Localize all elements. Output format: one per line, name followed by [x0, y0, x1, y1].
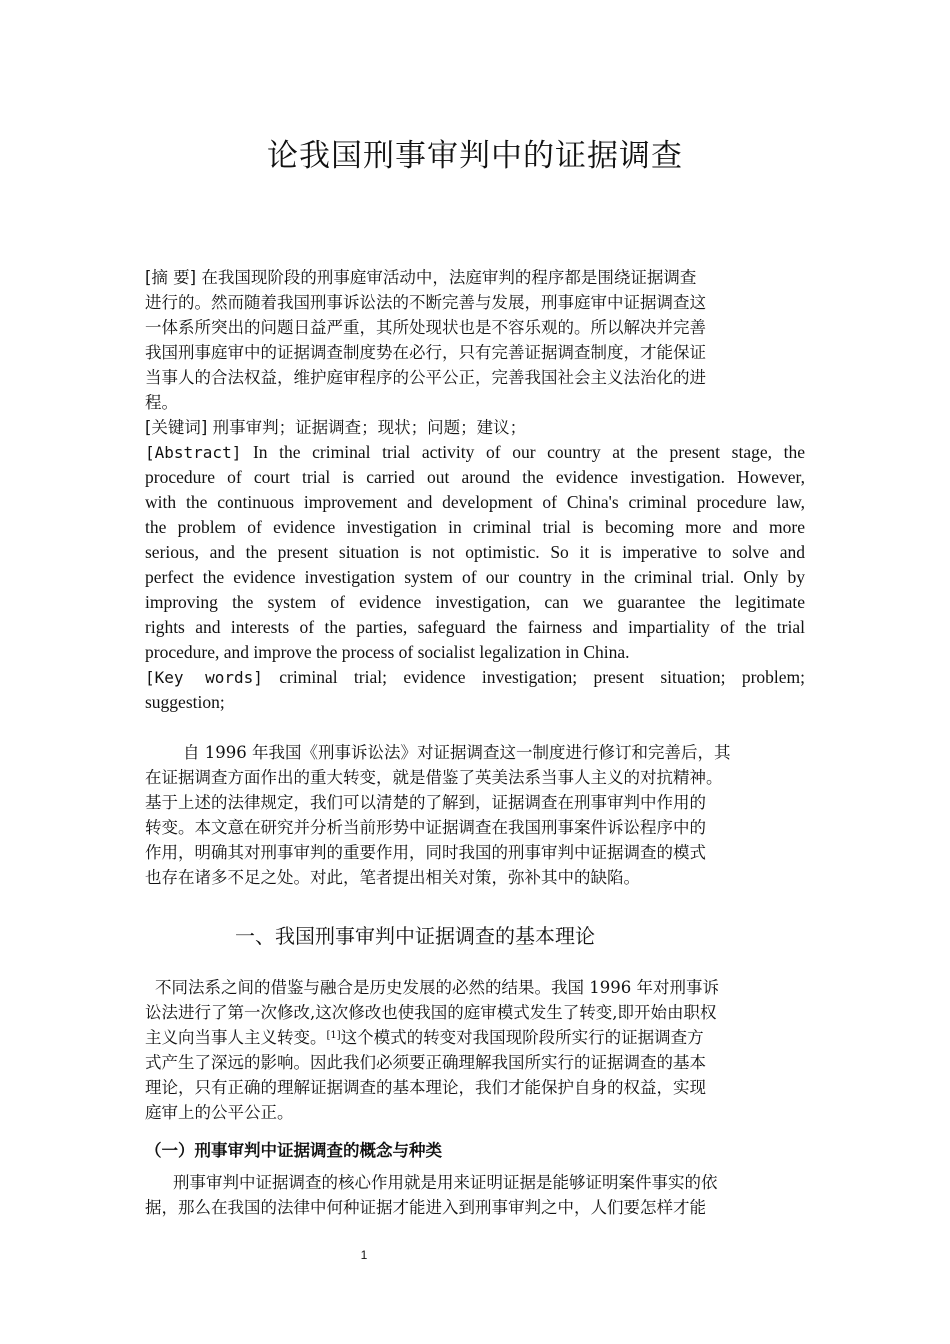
- abstract-en-line: the problem of evidence investigation in criminal trial is becoming more and more: [145, 517, 805, 537]
- intro-line: 转变。本文意在研究并分析当前形势中证据调查在我国刑事案件诉讼程序中的: [145, 818, 706, 837]
- abstract-en-line: serious, and the present situation is not optimistic. So it is imperative to solve and: [145, 542, 805, 562]
- page-number: 1: [360, 1248, 368, 1262]
- abstract-cn-line: 我国刑事庭审中的证据调查制度势在必行，只有完善证据调查制度，才能保证: [145, 343, 706, 362]
- abstract-en-line: improving the system of evidence investigation, can we guarantee the legitimate: [145, 592, 805, 612]
- intro-line: 作用，明确其对刑事审判的重要作用，同时我国的刑事审判中证据调查的模式: [145, 843, 706, 862]
- abstract-en-line: with the continuous improvement and development of China's criminal procedure law,: [145, 492, 805, 512]
- document-title: 论我国刑事审判中的证据调查: [267, 138, 683, 174]
- section1-line: 不同法系之间的借鉴与融合是历史发展的必然的结果。我国 1996 年对刑事诉: [155, 978, 719, 997]
- abstract-cn-line: 进行的。然而随着我国刑事诉讼法的不断完善与发展，刑事庭审中证据调查这: [145, 293, 706, 312]
- subsection-line: 据，那么在我国的法律中何种证据才能进入到刑事审判之中，人们要怎样才能: [145, 1198, 706, 1217]
- footnote-ref[interactable]: [1]: [326, 1030, 341, 1041]
- intro-line: 也存在诸多不足之处。对此，笔者提出相关对策，弥补其中的缺陷。: [145, 868, 640, 887]
- section1-line: 式产生了深远的影响。因此我们必须要正确理解我国所实行的证据调查的基本: [145, 1053, 706, 1072]
- abstract-cn-label: [摘 要]: [145, 268, 197, 287]
- abstract-en-label: [Abstract]: [145, 443, 242, 462]
- keywords-chinese: [145, 415, 805, 440]
- abstract-cn-line: 程。: [145, 393, 178, 412]
- abstract-english: [145, 440, 805, 665]
- keywords-cn-text: 刑事审判；证据调查；现状；问题；建议；: [212, 418, 527, 437]
- keywords-en-label: [Key words]: [145, 668, 263, 687]
- section1-line: 主义向当事人主义转变。: [145, 1028, 327, 1047]
- section1-line: 理论，只有正确的理解证据调查的基本理论，我们才能保护自身的权益，实现: [145, 1078, 706, 1097]
- abstract-en-line: procedure of court trial is carried out around the evidence investigation. However,: [145, 467, 805, 487]
- keywords-cn-label: [关键词]: [145, 418, 208, 437]
- abstract-en-line: In the criminal trial activity of our country at the present stage, the: [252, 442, 805, 462]
- section1-line: 讼法进行了第一次修改,这次修改也使我国的庭审模式发生了转变,即开始由职权: [145, 1003, 717, 1022]
- keywords-english: [145, 665, 805, 715]
- subsection-line: 刑事审判中证据调查的核心作用就是用来证明证据是能够证明案件事实的依: [173, 1173, 718, 1192]
- subsection-paragraph: [145, 1170, 805, 1220]
- section1-line: 这个模式的转变对我国现阶段所实行的证据调查方: [340, 1028, 704, 1047]
- section-heading: 一、我国刑事审判中证据调查的基本理论: [235, 924, 595, 948]
- subsection-heading: （一）刑事审判中证据调查的概念与种类: [145, 1141, 442, 1160]
- abstract-en-line: rights and interests of the parties, safeguard the fairness and impartiality of the trial: [145, 617, 805, 637]
- abstract-cn-line: 一体系所突出的问题日益严重，其所处现状也是不容乐观的。所以解决并完善: [145, 318, 706, 337]
- abstract-en-line: perfect the evidence investigation system of our country in the criminal trial. Only by: [145, 567, 805, 587]
- section1-line: 庭审上的公平公正。: [145, 1103, 294, 1122]
- keywords-en-line: suggestion;: [145, 692, 225, 712]
- intro-line: 在证据调查方面作出的重大转变，就是借鉴了英美法系当事人主义的对抗精神。: [145, 768, 723, 787]
- introduction-paragraph: [145, 740, 805, 890]
- keywords-en-line: criminal trial; evidence investigation; present situation; problem;: [279, 667, 805, 687]
- intro-line: 基于上述的法律规定，我们可以清楚的了解到，证据调查在刑事审判中作用的: [145, 793, 706, 812]
- intro-line: 自 1996 年我国《刑事诉讼法》对证据调查这一制度进行修订和完善后，其: [183, 743, 731, 762]
- abstract-chinese: [145, 265, 805, 415]
- abstract-cn-line: 在我国现阶段的刑事庭审活动中，法庭审判的程序都是围绕证据调查: [201, 268, 697, 287]
- section1-paragraph: [145, 975, 805, 1125]
- abstract-en-line: procedure, and improve the process of socialist legalization in China.: [145, 642, 630, 662]
- abstract-cn-line: 当事人的合法权益，维护庭审程序的公平公正，完善我国社会主义法治化的进: [145, 368, 706, 387]
